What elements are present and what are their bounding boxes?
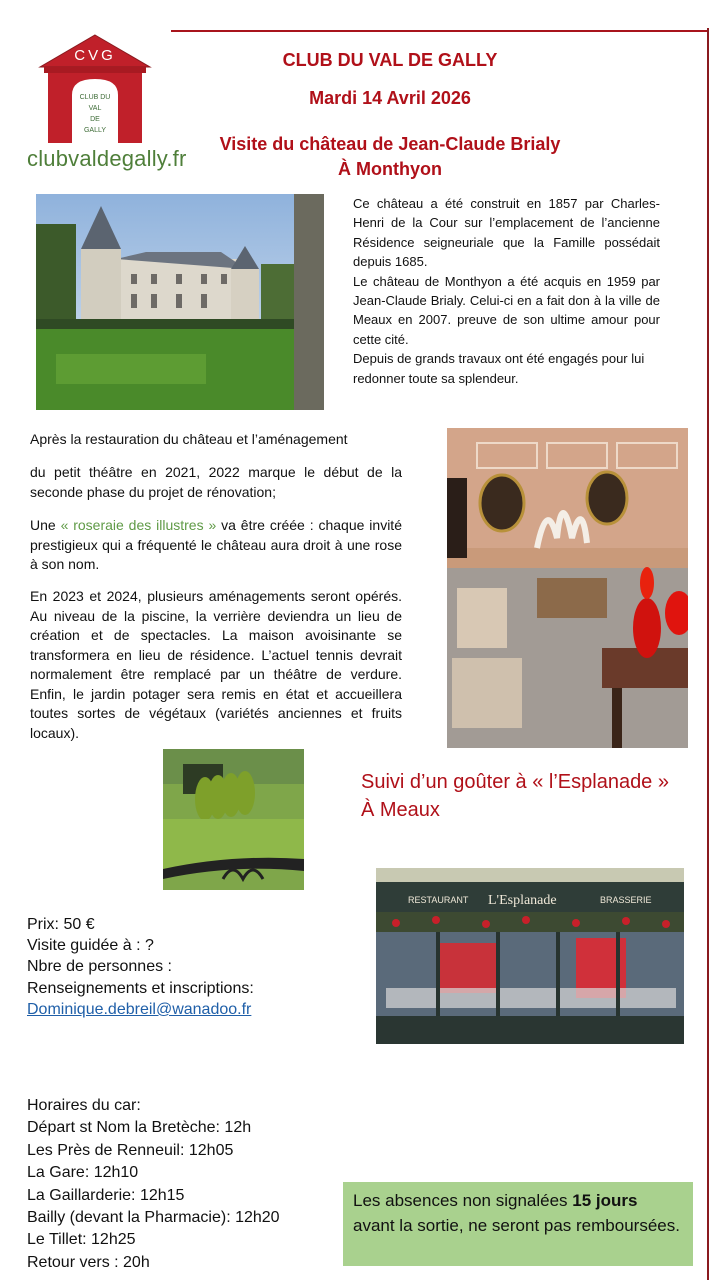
bus-stop: Bailly (devant la Pharmacie): 12h20 [27,1209,280,1227]
frame-right-line [707,28,709,1280]
intro-paragraph: Ce château a été construit en 1857 par Charles-Henri de la Cour sur l’emplacement de l’ancienne Résidence seigneuriale que la Famille possédait depuis 1685. [353,196,660,270]
bus-return: Retour vers : 20h [27,1253,150,1271]
renovation-paragraph-2: du petit théâtre en 2021, 2022 marque le début de la seconde phase du projet de rénovation; [30,464,402,500]
bus-schedule-title: Horaires du car: [27,1097,141,1114]
club-logo [38,33,152,145]
svg-text:L'Esplanade: L'Esplanade [488,893,557,908]
svg-text:RESTAURANT: RESTAURANT [408,895,469,905]
contact-label: Renseignements et inscriptions: [27,979,254,997]
notice-prefix: Les absences non signalées [353,1191,573,1210]
event-title-block [170,132,610,182]
intro-paragraph: Le château de Monthyon a été acquis en 1959 par Jean-Claude Brialy. Celui-ci en a fait don à la ville de Meaux en 2007. preuve de son ultime amour pour cette cité. [353,273,660,347]
gouter-line-2: À Meaux [361,799,440,821]
gouter-line-1: Suivi d’un goûter à « l’Esplanade » [361,771,669,793]
renovation-paragraph-4: En 2023 et 2024, plusieurs aménagements seront opérés. Au niveau de la piscine, la verrière deviendra un lieu de création et de spectacles. La maison avoisinante se transformera en lieu de résidence. L’actuel tennis devrait normalement être remplacé par un théâtre de verdure. Enfin, le jardin potager sera remis en état et accueillera toutes sortes de végétaux (variétés anciennes et fruits locaux). [30,588,402,741]
building-logo-icon [38,33,152,145]
website-url[interactable]: clubvaldegally.fr [27,146,187,171]
frame-top-line [171,30,709,32]
svg-text:CLUB DU: CLUB DU [79,94,111,101]
renovation-paragraph-3 [30,516,402,575]
club-name: CLUB DU VAL DE GALLY [282,50,498,70]
svg-text:VAL: VAL [88,105,102,112]
event-date: Mardi 14 Avril 2026 [309,88,471,108]
bus-stop: Départ st Nom la Bretèche: 12h [27,1119,252,1137]
bus-stop: La Gaillarderie: 12h15 [27,1186,185,1204]
bus-schedule [27,1095,280,1274]
renovation-p3-prefix: Une [30,517,61,533]
bus-stop: La Gare: 12h10 [27,1164,139,1182]
chateau-photo [36,194,324,410]
intro-paragraph: Depuis de grands travaux ont été engagés pour lui redonner toute sa splendeur. [353,351,645,386]
renovation-paragraph-1: Après la restauration du château et l’aménagement [30,431,348,447]
renovation-p3-suffix: va être créée : chaque invité prestigieux qui a fréquenté le château aura droit à une rose à son nom. [30,517,402,572]
event-location: À Monthyon [338,159,442,179]
restaurant-photo [376,868,684,1044]
garden-photo [163,749,304,890]
intro-text [353,194,660,388]
bus-stop: Le Tillet: 12h25 [27,1231,136,1249]
svg-text:DE: DE [90,116,100,123]
svg-text:BRASSERIE: BRASSERIE [600,895,652,905]
number-of-persons: Nbre de personnes : [27,958,172,976]
roseraie-highlight: « roseraie des illustres » [60,517,217,533]
salon-photo [447,428,688,748]
info-block [27,914,254,1020]
svg-text:GALLY: GALLY [83,127,107,134]
guided-visit-time: Visite guidée à : ? [27,937,154,955]
notice-suffix: avant la sortie, ne seront pas remboursées. [353,1216,680,1235]
gouter-block [361,768,669,824]
event-title: Visite du château de Jean-Claude Brialy [219,134,561,154]
notice-bold: 15 jours [572,1191,638,1210]
absence-notice [343,1182,693,1266]
bus-stop: Les Près de Renneuil: 12h05 [27,1141,234,1159]
contact-email-link[interactable]: Dominique.debreil@wanadoo.fr [27,1000,252,1018]
price: Prix: 50 € [27,916,95,933]
svg-text:CVG: CVG [74,47,116,64]
